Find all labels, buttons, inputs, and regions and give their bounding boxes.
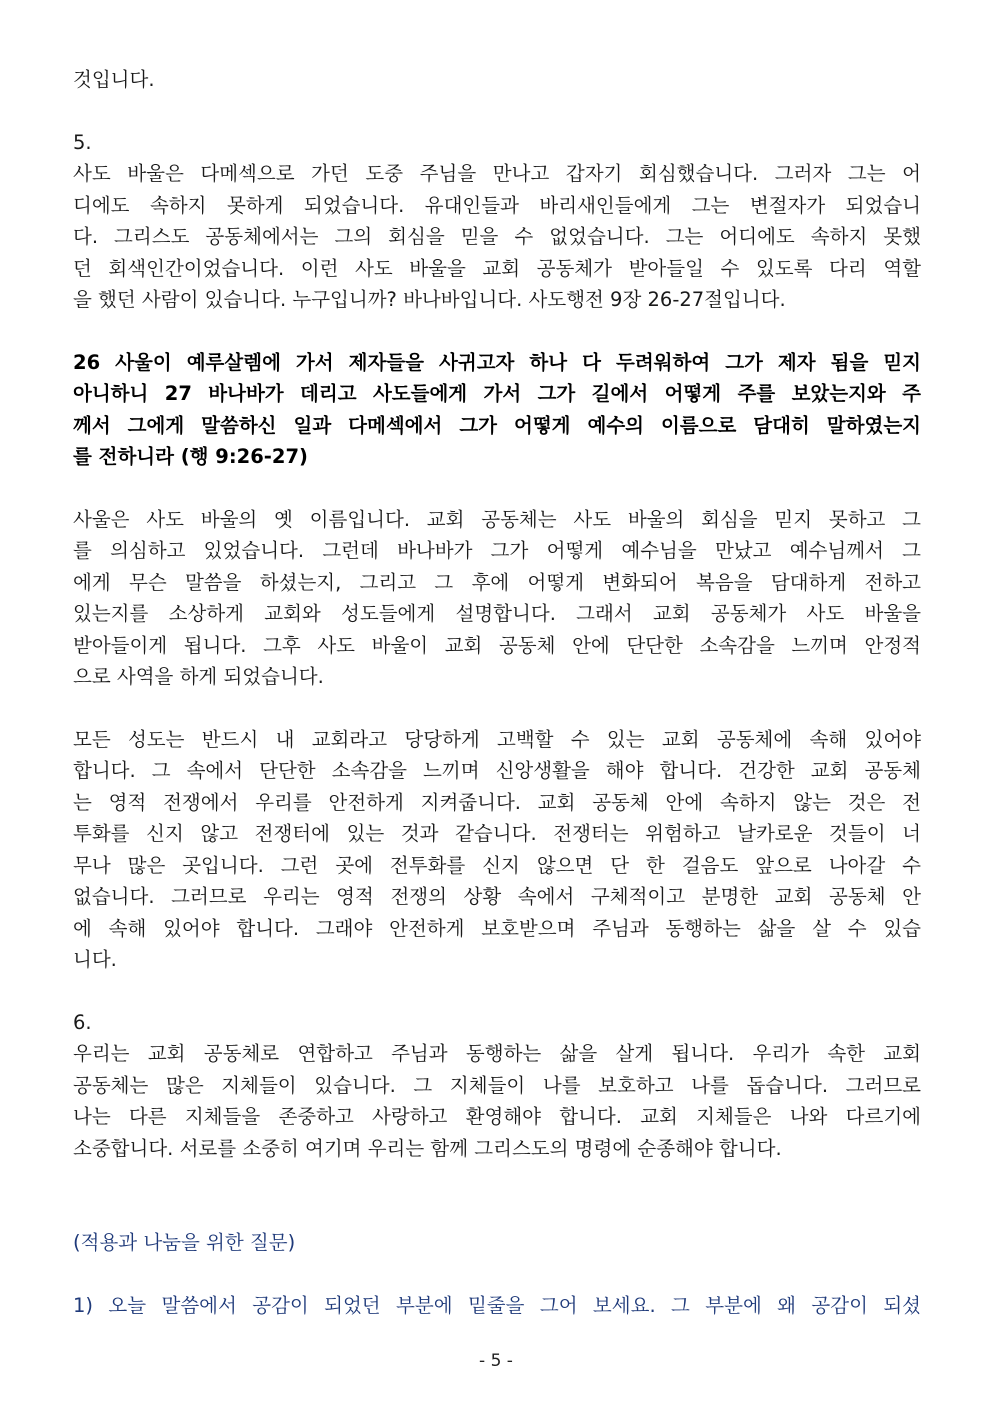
section-6-number <box>73 1007 921 1039</box>
text-line: 을 했던 사람이 있습니다. 누구입니까? 바나바입니다. 사도행전 9장 26-27절입니다. <box>73 288 786 311</box>
questions-heading-block <box>73 1227 921 1259</box>
text-line: 있는지를 소상하게 교회와 성도들에게 설명합니다. 그래서 교회 공동체가 사도 바울을 <box>73 602 921 625</box>
questions-heading: (적용과 나눔을 위한 질문) <box>73 1231 296 1254</box>
text-line: 투화를 신지 않고 전쟁터에 있는 것과 같습니다. 전쟁터는 위험하고 날카로운 것들이 너 <box>73 822 921 845</box>
scripture-line: 26 사울이 예루살렘에 가서 제자들을 사귀고자 하나 다 두려워하여 그가 제자 됨을 믿지 <box>73 350 921 374</box>
text-line: 사도 바울은 다메섹으로 가던 도중 주님을 만나고 갑자기 회심했습니다. 그러자 그는 어 <box>73 162 921 185</box>
section-6-paragraph <box>73 1038 921 1164</box>
text-line: 받아들이게 됩니다. 그후 사도 바울이 교회 공동체 안에 단단한 소속감을 느끼며 안정적 <box>73 633 921 657</box>
scripture-line: 께서 그에게 말씀하신 일과 다메섹에서 그가 어떻게 예수의 이름으로 담대히 말하였는지 <box>73 413 921 437</box>
text-line: 다. 그리스도 공동체에서는 그의 회심을 믿을 수 없었습니다. 그는 어디에도 속하지 못했 <box>73 225 921 248</box>
text-line: 우리는 교회 공동체로 연합하고 주님과 동행하는 삶을 살게 됩니다. 우리가 속한 교회 <box>73 1042 921 1065</box>
section-5-number <box>73 127 921 159</box>
continuation-text <box>73 64 921 96</box>
text-line: 에 속해 있어야 합니다. 그래야 안전하게 보호받으며 주님과 동행하는 삶을 살 수 있습 <box>73 916 921 940</box>
text-line: 것입니다. <box>73 68 155 91</box>
text-line: 으로 사역을 하게 되었습니다. <box>73 665 324 688</box>
question-1: 1) 오늘 말씀에서 공감이 되었던 부분에 밑줄을 그어 보세요. 그 부분에 왜 공감이 되셨 <box>73 1293 921 1317</box>
text-line: 합니다. 그 속에서 단단한 소속감을 느끼며 신앙생활을 해야 합니다. 건강한 교회 공동체 <box>73 759 921 782</box>
text-line: 공동체는 많은 지체들이 있습니다. 그 지체들이 나를 보호하고 나를 돕습니다. 그러므로 <box>73 1073 921 1097</box>
section-5-paragraph <box>73 158 921 316</box>
page-number: - 5 - <box>479 1351 513 1371</box>
text-line: 없습니다. 그러므로 우리는 영적 전쟁의 상황 속에서 구체적이고 분명한 교회 공동체 안 <box>73 885 921 908</box>
scripture-quote <box>73 347 921 473</box>
section-number: 6. <box>73 1010 92 1034</box>
scripture-line: 를 전하니라 (행 9:26-27) <box>73 445 308 468</box>
text-line: 사울은 사도 바울의 옛 이름입니다. 교회 공동체는 사도 바울의 회심을 믿지 못하고 그 <box>73 507 921 531</box>
text-line: 디에도 속하지 못하게 되었습니다. 유대인들과 바리새인들에게 그는 변절자가 되었습니 <box>73 193 921 217</box>
section-5-paragraph-3 <box>73 724 921 976</box>
text-line: 던 회색인간이었습니다. 이런 사도 바울을 교회 공동체가 받아들일 수 있도록 다리 역할 <box>73 256 921 280</box>
document-page <box>73 64 921 1352</box>
text-line: 모든 성도는 반드시 내 교회라고 당당하게 고백할 수 있는 교회 공동체에 속해 있어야 <box>73 727 921 751</box>
text-line: 니다. <box>73 948 117 971</box>
text-line: 에게 무슨 말씀을 하셨는지, 그리고 그 후에 어떻게 변화되어 복음을 담대하게 전하고 <box>73 570 921 594</box>
text-line: 나는 다른 지체들을 존중하고 사랑하고 환영해야 합니다. 교회 지체들은 나와 다르기에 <box>73 1105 921 1128</box>
text-line: 는 영적 전쟁에서 우리를 안전하게 지켜줍니다. 교회 공동체 안에 속하지 않는 것은 전 <box>73 790 921 814</box>
scripture-line: 아니하니 27 바나바가 데리고 사도들에게 가서 그가 길에서 어떻게 주를 보았는지와 주 <box>73 382 921 405</box>
text-line: 무나 많은 곳입니다. 그런 곳에 전투화를 신지 않으면 단 한 걸음도 앞으로 나아갈 수 <box>73 853 921 877</box>
section-5-paragraph-2 <box>73 504 921 693</box>
text-line: 를 의심하고 있었습니다. 그런데 바나바가 그가 어떻게 예수님을 만났고 예수님께서 그 <box>73 539 921 562</box>
text-line: 소중합니다. 서로를 소중히 여기며 우리는 함께 그리스도의 명령에 순종해야 합니다. <box>73 1136 782 1160</box>
section-number: 5. <box>73 130 92 154</box>
question-1-block <box>73 1290 921 1322</box>
